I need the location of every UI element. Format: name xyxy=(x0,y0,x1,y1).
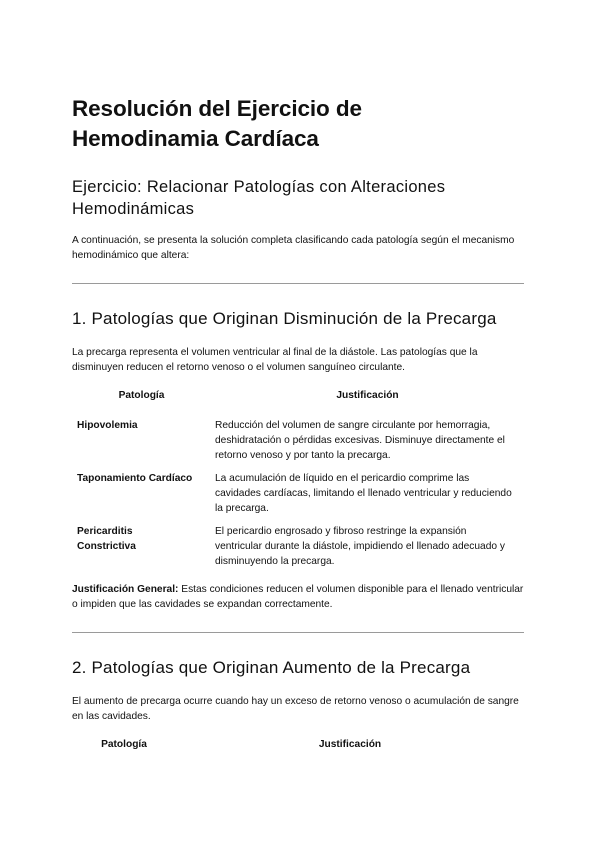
divider xyxy=(72,283,524,284)
justification-cell: El pericardio engrosado y fibroso restringe la expansión ventricular durante la diástole, impidiendo el llenado adecuado y disminuyendo la precarga. xyxy=(215,526,505,567)
pathology-cell: Taponamiento Cardíaco xyxy=(77,473,193,484)
pathology-cell: Hipovolemia xyxy=(77,420,138,431)
precarga-aumento-table xyxy=(72,737,524,752)
column-header-justification: Justificación xyxy=(318,739,382,750)
precarga-disminucion-table xyxy=(72,388,524,569)
column-header-pathology: Patología xyxy=(101,739,147,750)
general-justification xyxy=(72,582,524,612)
column-header-pathology: Patología xyxy=(118,390,165,401)
section-1-description: La precarga representa el volumen ventricular al final de la diástole. Las patologías que la disminuyen reducen el retorno venoso o el volumen sanguíneo circulante. xyxy=(72,347,478,373)
table-header-row xyxy=(72,737,524,752)
intro-paragraph: A continuación, se presenta la solución completa clasificando cada patología según el mecanismo hemodinámico que altera: xyxy=(72,235,515,261)
justification-cell: La acumulación de líquido en el pericardio comprime las cavidades cardíacas, limitando el llenado ventricular y reduciendo la precarga. xyxy=(215,473,512,514)
document-page xyxy=(72,94,524,752)
section-2-description: El aumento de precarga ocurre cuando hay un exceso de retorno venoso o acumulación de sangre en las cavidades. xyxy=(72,696,519,722)
document-title: Resolución del Ejercicio de Hemodinamia Cardíaca xyxy=(72,96,362,151)
general-justification-text: Estas condiciones reducen el volumen disponible para el llenado ventricular o impiden que las cavidades se expandan correctamente. xyxy=(72,584,524,610)
table-row xyxy=(72,524,524,569)
general-justification-label: Justificación General: xyxy=(72,584,179,595)
exercise-subtitle: Ejercicio: Relacionar Patologías con Alteraciones Hemodinámicas xyxy=(72,178,446,218)
column-header-justification: Justificación xyxy=(336,390,399,401)
table-header-row xyxy=(72,388,524,418)
pathology-cell: Pericarditis Constrictiva xyxy=(77,526,136,552)
divider xyxy=(72,632,524,633)
justification-cell: Reducción del volumen de sangre circulante por hemorragia, deshidratación o pérdidas excesivas. Disminuye directamente el retorno venoso y por tanto la precarga. xyxy=(215,420,505,461)
table-row xyxy=(72,471,524,524)
table-row xyxy=(72,418,524,471)
section-2-heading: 2. Patologías que Originan Aumento de la Precarga xyxy=(72,658,471,677)
section-1-heading: 1. Patologías que Originan Disminución de la Precarga xyxy=(72,309,497,328)
